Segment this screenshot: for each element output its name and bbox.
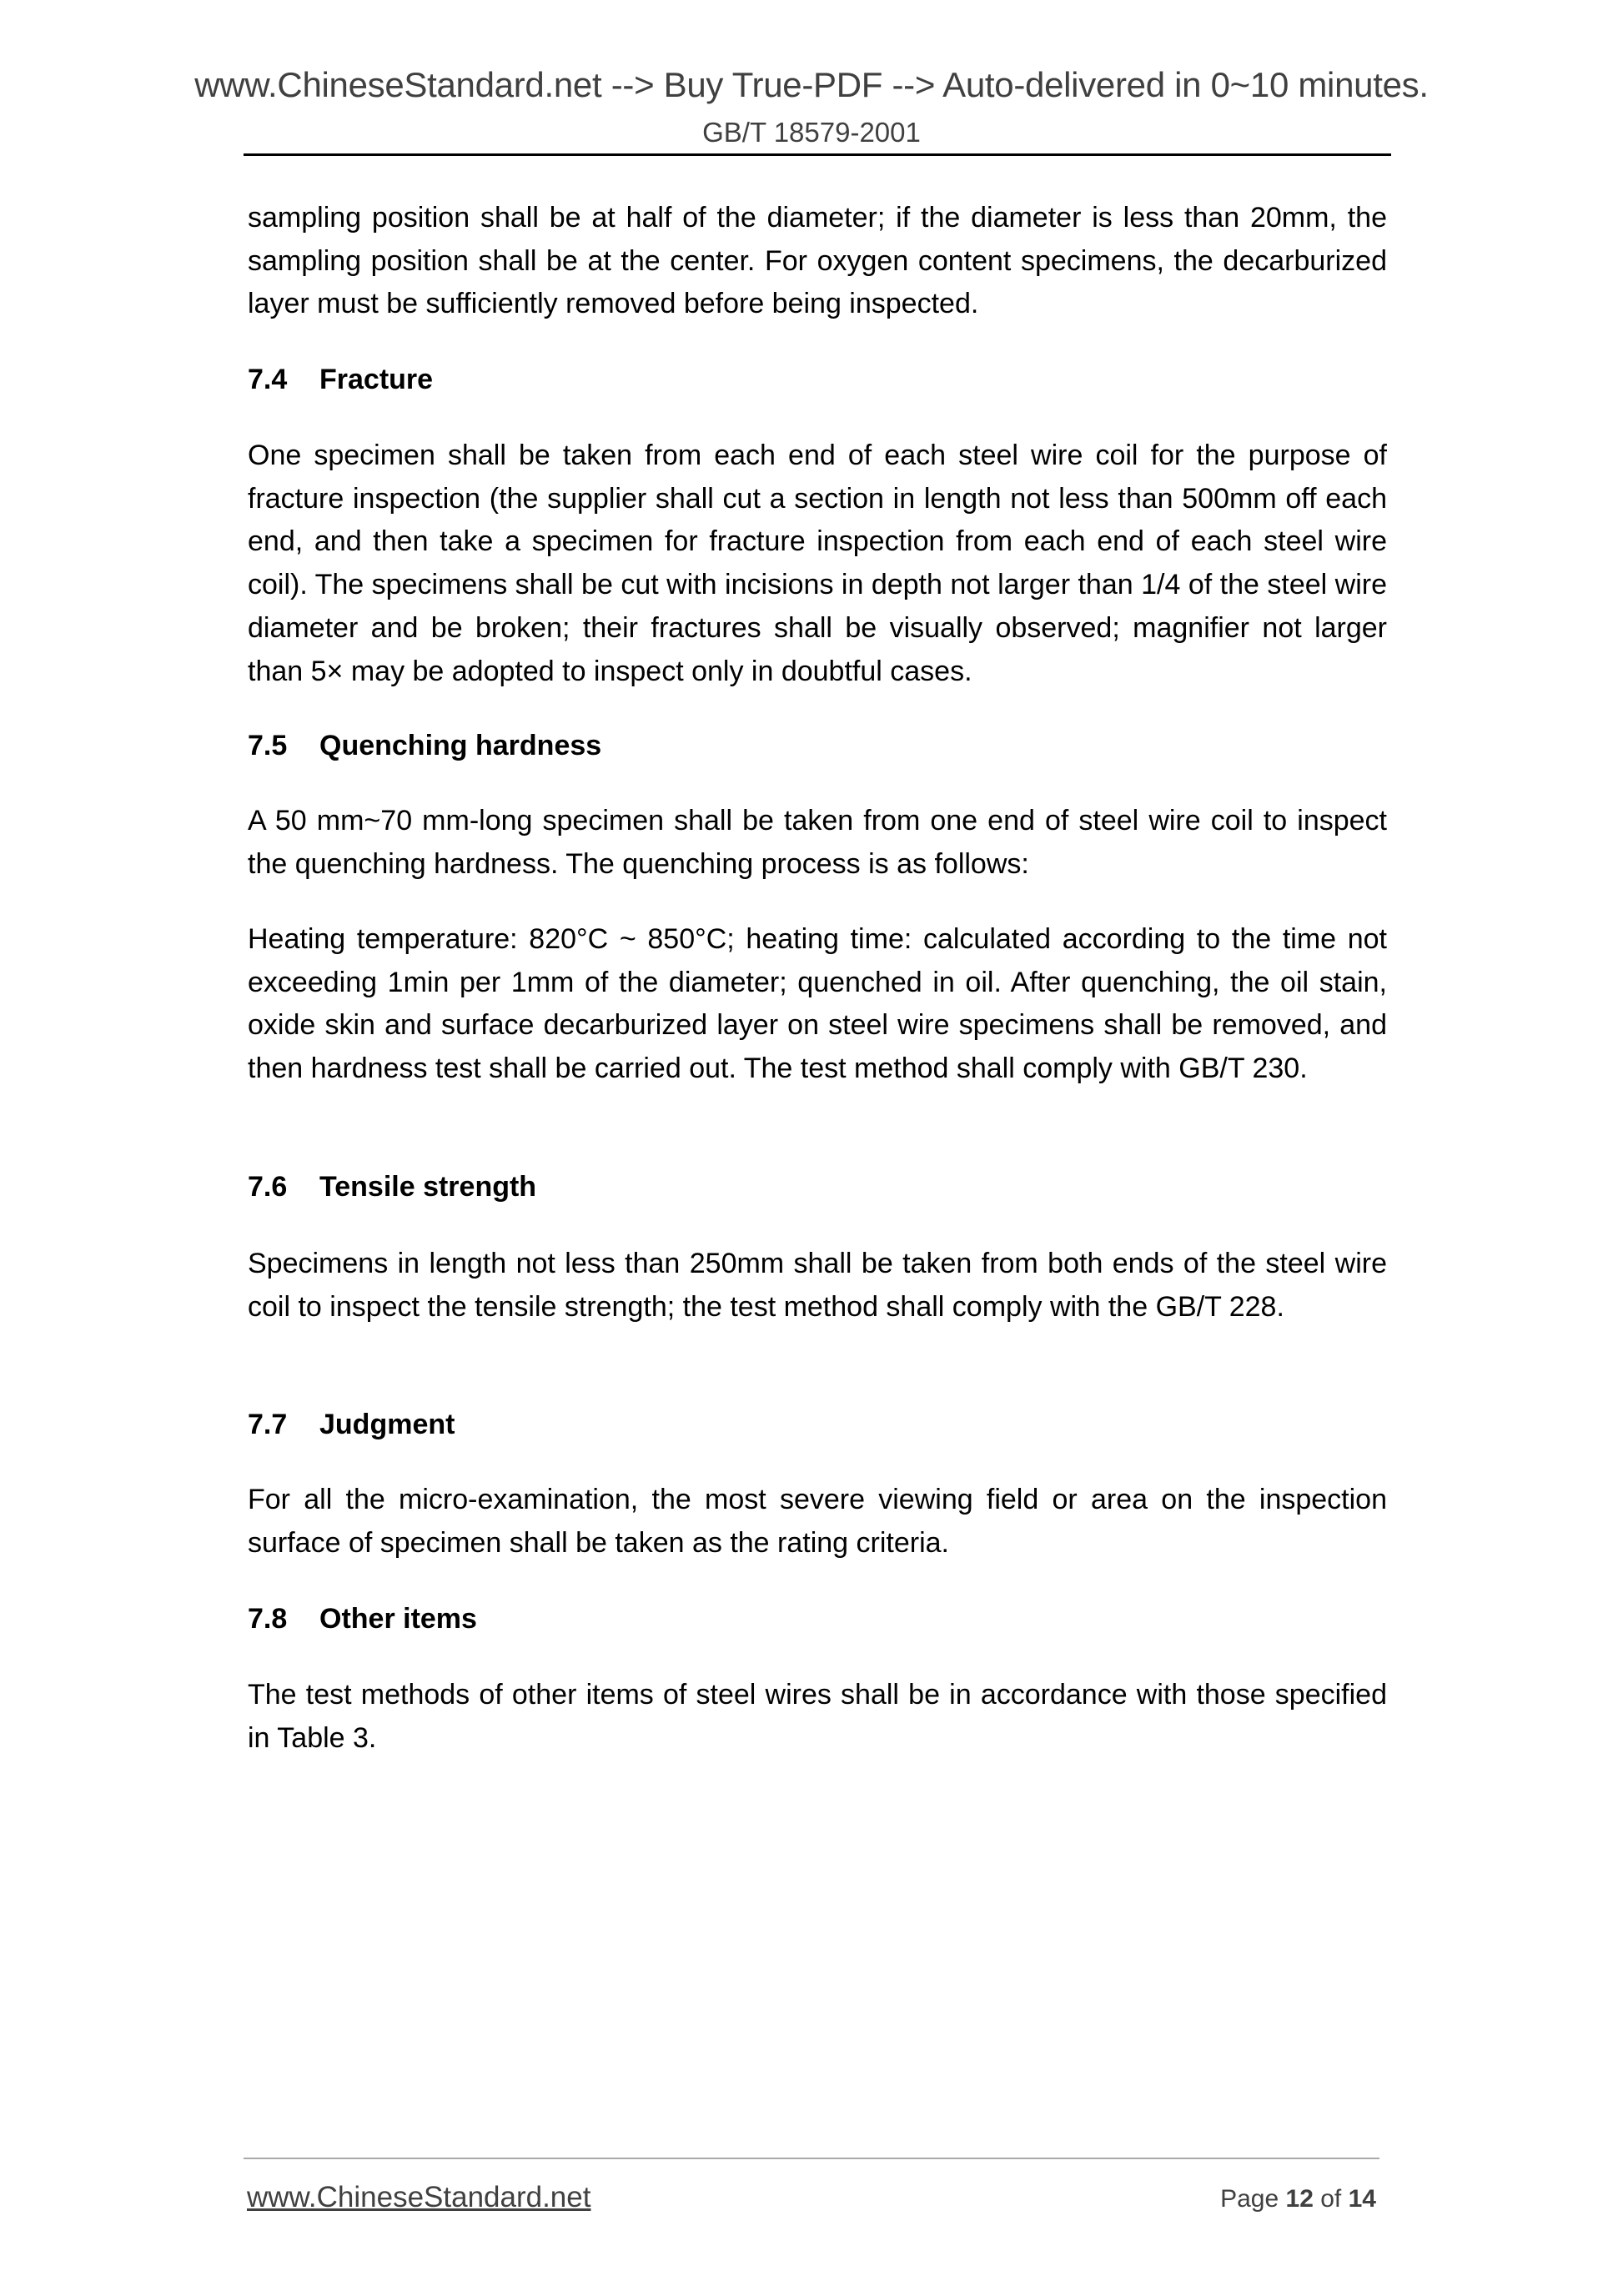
page-number [1220,2185,1376,2213]
footer-divider [244,2158,1379,2159]
page-label: Page [1220,2185,1279,2213]
section-title: Quenching hardness [319,730,602,761]
section-number: 7.5 [248,730,288,761]
section-number: 7.8 [248,1603,288,1635]
section-title: Fracture [319,364,434,395]
paragraph: Specimens in length not less than 250mm shall be taken from both ends of the steel wire coil to inspect the tensile strength; the test method shall comply with the GB/T 228. [248,1248,1387,1323]
paragraph: A 50 mm~70 mm-long specimen shall be taken from one end of steel wire coil to inspect the quenching hardness. The quenching process is as follows: [248,805,1387,880]
section-title: Judgment [319,1409,455,1440]
paragraph: One specimen shall be taken from each end of each steel wire coil for the purpose of fracture inspection (the supplier shall cut a section in length not less than 500mm off each end, and then take a specimen for fracture inspection from each end of each steel wire coil). The specimens shall be cut with incisions in depth not larger than 1/4 of the steel wire diameter and be broken; their fractures shall be visually observed; magnifier not larger than 5× may be adopted to inspect only in doubtful cases. [248,440,1387,687]
section-heading-7-5 [248,725,1387,768]
paragraph: sampling position shall be at half of the diameter; if the diameter is less than 20mm, the sampling position shall be at the center. For oxygen content specimens, the decarburized layer must be sufficiently removed before being inspected. [248,202,1387,320]
section-heading-7-6 [248,1166,1387,1209]
section-number: 7.7 [248,1409,288,1440]
paragraph: The test methods of other items of steel wires shall be in accordance with those specified in Table 3. [248,1679,1387,1754]
paragraph: For all the micro-examination, the most severe viewing field or area on the inspection surface of specimen shall be taken as the rating criteria. [248,1484,1387,1559]
section-heading-7-8 [248,1598,1387,1641]
paragraph: Heating temperature: 820°C ~ 850°C; heating time: calculated according to the time not exceeding 1min per 1mm of the diameter; quenched in oil. After quenching, the oil stain, oxide skin and surface decarburized layer on steel wire specimens shall be removed, and then hardness test shall be carried out. The test method shall comply with GB/T 230. [248,923,1387,1085]
current-page: 12 [1285,2185,1314,2213]
section-heading-7-7 [248,1404,1387,1447]
of-label: of [1320,2185,1342,2213]
section-heading-7-4 [248,359,1387,402]
header-banner: www.ChineseStandard.net --> Buy True-PDF --> Auto-delivered in 0~10 minutes. [194,65,1429,104]
total-pages: 14 [1348,2185,1376,2213]
section-number: 7.6 [248,1171,288,1203]
footer-website-link[interactable]: www.ChineseStandard.net [247,2181,591,2213]
section-number: 7.4 [248,364,288,395]
section-title: Tensile strength [319,1171,537,1203]
document-id: GB/T 18579-2001 [702,117,921,148]
header-divider [244,153,1391,156]
section-title: Other items [319,1603,477,1635]
